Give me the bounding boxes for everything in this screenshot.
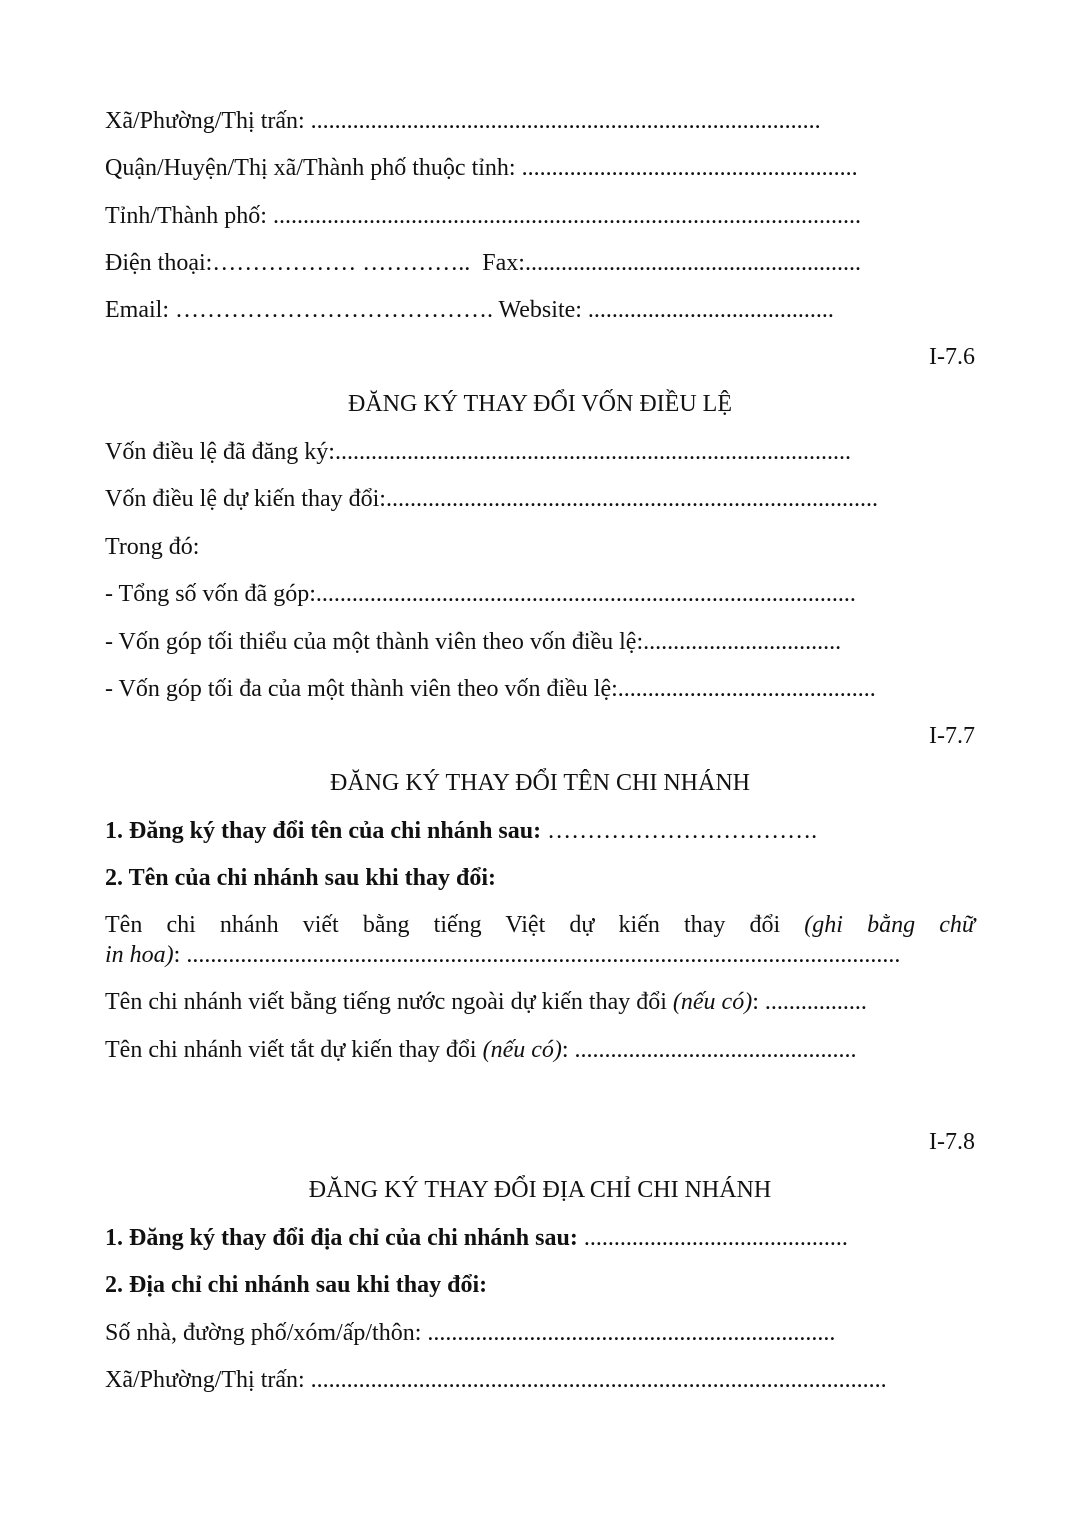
vn-name-line-2: [105, 940, 900, 970]
phone-fax-line: Điện thoại:……………… ………….. Fax:........................................................: [105, 250, 861, 276]
section-title-charter-capital: ĐĂNG KÝ THAY ĐỔI VỐN ĐIỀU LỆ: [348, 391, 732, 417]
foreign-name-label: Tên chi nhánh viết bằng tiếng nước ngoài dự kiến thay đổi: [105, 989, 673, 1015]
abbr-name-dots: : ...............................................: [561, 1037, 857, 1063]
branch-address-item1: [105, 1223, 848, 1253]
foreign-name-note: (nếu có): [672, 989, 753, 1015]
max-contribution-line: - Vốn góp tối đa của một thành viên theo vốn điều lệ:...........................................: [105, 676, 876, 702]
email-website-line: Email: …………………………………. Website: .........................................: [105, 297, 834, 323]
address-item1-dots: ............................................: [577, 1225, 848, 1251]
vn-name-label: Tên chi nhánh viết bằng tiếng Việt dự kiến thay đổi: [105, 912, 805, 938]
branch-address-item2: 2. Địa chỉ chi nhánh sau khi thay đổi:: [105, 1272, 488, 1298]
section-title-branch-name: ĐĂNG KÝ THAY ĐỔI TÊN CHI NHÁNH: [330, 770, 750, 796]
street-line: Số nhà, đường phố/xóm/ấp/thôn: ....................................................................: [105, 1320, 836, 1346]
foreign-name-dots: : .................: [752, 989, 867, 1015]
among-label: Trong đó:: [105, 534, 200, 560]
province-line: Tỉnh/Thành phố: ..................................................................................................: [105, 203, 861, 229]
vn-name-line: [105, 910, 975, 940]
branch-name-item1: [105, 816, 817, 846]
ward-line-2: Xã/Phường/Thị trấn: ................................................................................................: [105, 1367, 887, 1393]
branch-name-item2: 2. Tên của chi nhánh sau khi thay đổi:: [105, 865, 497, 891]
vn-name-note: (ghi bằng chữ: [804, 912, 975, 938]
min-contribution-line: - Vốn góp tối thiểu của một thành viên theo vốn điều lệ:.................................: [105, 629, 842, 655]
address-item1-label: 1. Đăng ký thay đổi địa chỉ của chi nhánh sau:: [105, 1225, 578, 1251]
ward-line: Xã/Phường/Thị trấn: .....................................................................................: [105, 108, 821, 134]
vn-name-dots: : .......................................................................................................................: [173, 942, 901, 968]
section-title-branch-address: ĐĂNG KÝ THAY ĐỔI ĐỊA CHỈ CHI NHÁNH: [308, 1177, 772, 1203]
item1-dots: …………………………….: [541, 818, 818, 844]
foreign-name-line: [105, 987, 867, 1017]
item1-label: 1. Đăng ký thay đổi tên của chi nhánh sau:: [105, 818, 542, 844]
section-code-i78: I-7.8: [929, 1129, 975, 1155]
expected-capital-line: Vốn điều lệ dự kiến thay đổi:..................................................................................: [105, 486, 878, 512]
section-code-i76: I-7.6: [929, 344, 975, 370]
abbr-name-line: [105, 1035, 857, 1065]
total-contributed-line: - Tổng số vốn đã góp:..........................................................................................: [105, 581, 856, 607]
abbr-name-note: (nếu có): [482, 1037, 562, 1063]
abbr-name-label: Tên chi nhánh viết tắt dự kiến thay đổi: [105, 1037, 483, 1063]
district-line: Quận/Huyện/Thị xã/Thành phố thuộc tỉnh: ........................................................: [105, 155, 858, 181]
registered-capital-line: Vốn điều lệ đã đăng ký:......................................................................................: [105, 439, 851, 465]
section-code-i77: I-7.7: [929, 723, 975, 749]
vn-name-note-2: in hoa): [105, 942, 174, 968]
